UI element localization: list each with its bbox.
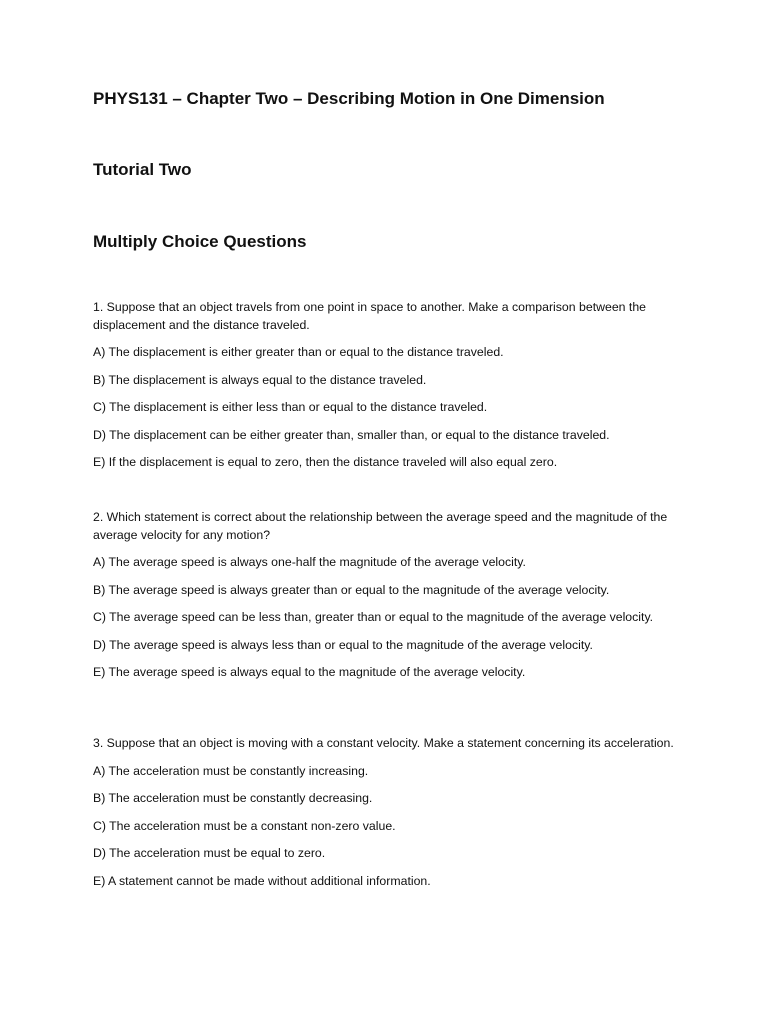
section-heading: Multiply Choice Questions	[93, 232, 307, 251]
question-text: 1. Suppose that an object travels from one point in space to another. Make a comparison between the displacement and the distance traveled.	[93, 300, 647, 332]
answer-option-a: A) The displacement is either greater than or equal to the distance traveled.	[93, 345, 504, 359]
answer-option-a: A) The average speed is always one-half the magnitude of the average velocity.	[93, 555, 526, 569]
answer-option-d: D) The average speed is always less than or equal to the magnitude of the average velocity.	[93, 637, 593, 652]
question-1	[93, 299, 693, 472]
answer-option-c: C) The acceleration must be a constant non-zero value.	[93, 818, 396, 833]
question-3	[93, 735, 693, 890]
answer-option-e: E) The average speed is always equal to the magnitude of the average velocity.	[93, 665, 526, 679]
answer-option-d: D) The displacement can be either greater than, smaller than, or equal to the distance traveled.	[93, 427, 610, 442]
answer-option-c: C) The displacement is either less than or equal to the distance traveled.	[93, 400, 488, 414]
answer-option-b: B) The displacement is always equal to the distance traveled.	[93, 372, 427, 387]
question-2	[93, 509, 693, 682]
document-title: PHYS131 – Chapter Two – Describing Motion in One Dimension	[93, 89, 605, 108]
answer-option-e: E) If the displacement is equal to zero, then the distance traveled will also equal zero.	[93, 455, 558, 469]
question-text: 2. Which statement is correct about the relationship between the average speed and the magnitude of the average velocity for any motion?	[93, 510, 668, 542]
question-text: 3. Suppose that an object is moving with a constant velocity. Make a statement concerning its acceleration.	[93, 736, 674, 750]
answer-option-c: C) The average speed can be less than, greater than or equal to the magnitude of the average velocity.	[93, 610, 654, 624]
answer-option-d: D) The acceleration must be equal to zero.	[93, 846, 326, 860]
tutorial-subtitle: Tutorial Two	[93, 160, 192, 179]
answer-option-b: B) The average speed is always greater than or equal to the magnitude of the average velocity.	[93, 582, 610, 597]
answer-option-e: E) A statement cannot be made without additional information.	[93, 873, 431, 888]
answer-option-a: A) The acceleration must be constantly increasing.	[93, 763, 369, 778]
answer-option-b: B) The acceleration must be constantly decreasing.	[93, 791, 373, 805]
